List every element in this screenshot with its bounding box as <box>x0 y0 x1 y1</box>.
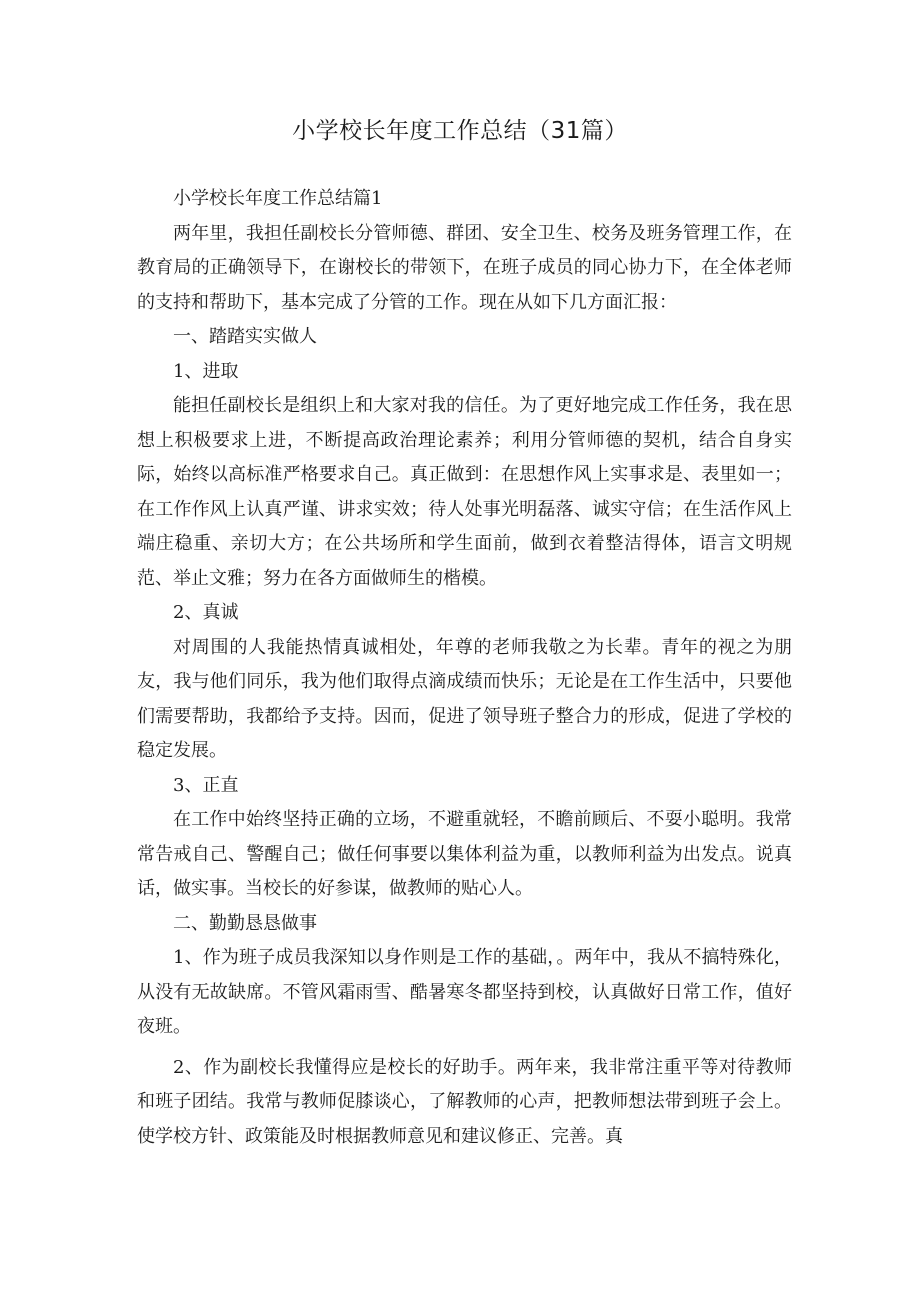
subsection-heading: 二、勤勤恳恳做事 <box>173 912 317 934</box>
section-heading: 小学校长年度工作总结篇1 <box>173 188 383 209</box>
item-heading: 3、正直 <box>173 774 239 796</box>
paragraph: 在工作中始终坚持正确的立场，不避重就轻，不瞻前顾后、不耍小聪明。我常常告戒自己、警醒自己；做任何事要以集体利益为重，以教师利益为出发点。说真话，做实事。当校长的好参谋，做教师的贴心人。 <box>137 809 792 899</box>
item-heading: 2、真诚 <box>173 602 239 623</box>
subsection-heading: 一、踏踏实实做人 <box>173 326 317 347</box>
paragraph: 对周围的人我能热情真诚相处，年尊的老师我敬之为长辈。青年的视之为朋友，我与他们同乐，我为他们取得点滴成绩而快乐；无论是在工作生活中，只要他们需要帮助，我都给予支持。因而，促进了领导班子整合力的形成，促进了学校的稳定发展。 <box>137 636 792 761</box>
document-body <box>137 182 792 1154</box>
paragraph: 1、作为班子成员我深知以身作则是工作的基础，。两年中，我从不搞特殊化，从没有无故缺席。不管风霜雨雪、酷暑寒冬都坚持到校，认真做好日常工作，值好夜班。 <box>137 947 792 1037</box>
document-title: 小学校长年度工作总结（31篇） <box>292 118 628 144</box>
paragraph: 2、作为副校长我懂得应是校长的好助手。两年来，我非常注重平等对待教师和班子团结。我常与教师促膝谈心，了解教师的心声，把教师想法带到班子会上。使学校方针、政策能及时根据教师意见和建议修正、完善。真 <box>137 1056 792 1147</box>
item-heading: 1、进取 <box>173 360 239 382</box>
paragraph: 能担任副校长是组织上和大家对我的信任。为了更好地完成工作任务，我在思想上积极要求上进，不断提高政治理论素养；利用分管师德的契机，结合自身实际，始终以高标准严格要求自己。真正做到：在思想作风上实事求是、表里如一；在工作作风上认真严谨、讲求实效；待人处事光明磊落、诚实守信；在生活作风上端庄稳重、亲切大方；在公共场所和学生面前，做到衣着整洁得体，语言文明规范、举止文雅；努力在各方面做师生的楷模。 <box>137 395 792 589</box>
paragraph: 两年里，我担任副校长分管师德、群团、安全卫生、校务及班务管理工作，在教育局的正确领导下，在谢校长的带领下，在班子成员的同心协力下，在全体老师的支持和帮助下，基本完成了分管的工作。现在从如下几方面汇报： <box>137 222 792 313</box>
